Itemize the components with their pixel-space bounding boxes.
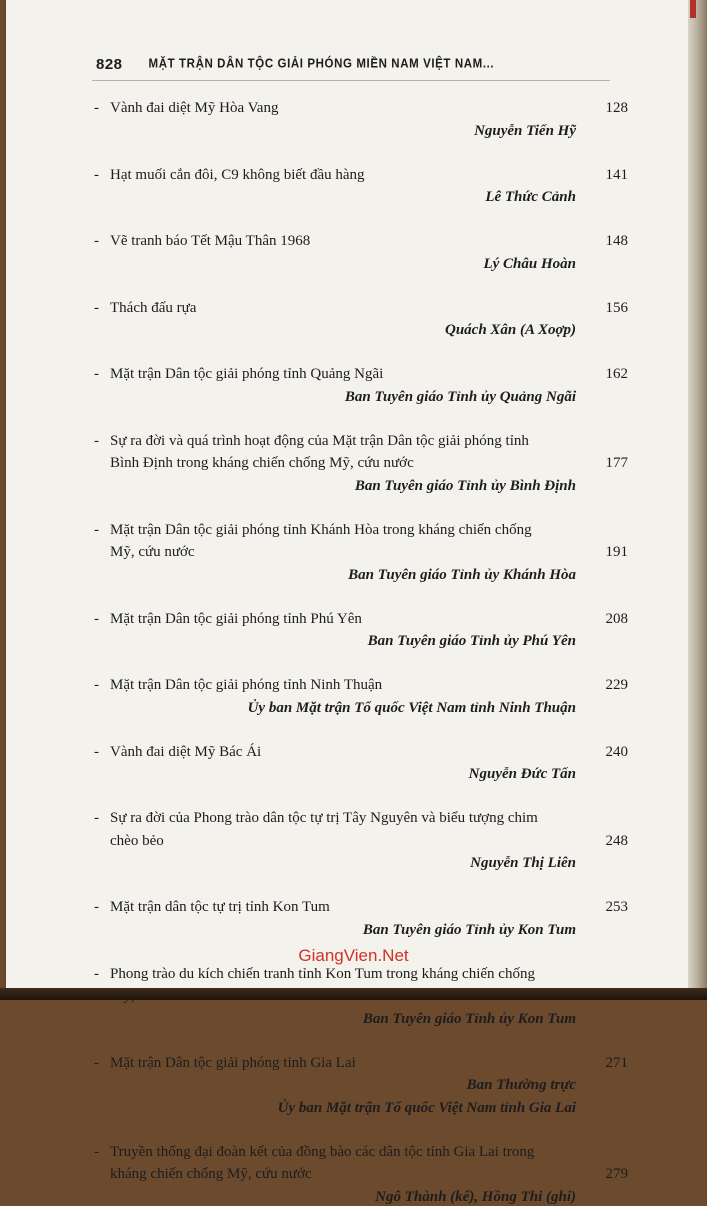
entry-page-number: 128	[605, 100, 628, 116]
bullet-dash: -	[94, 100, 99, 116]
entry-title-line: Mặt trận Dân tộc giải phóng tỉnh Khánh Hòa trong kháng chiến chống	[110, 521, 532, 538]
entry-page-number: 156	[605, 299, 628, 316]
entry-title-line: Bình Định trong kháng chiến chống Mỹ, cứu nước	[110, 455, 414, 471]
entry-author: Ban Tuyên giáo Tỉnh ủy Bình Định	[354, 477, 576, 494]
entry-author: Quách Xân (A Xoợp)	[445, 322, 576, 338]
page-edge	[688, 0, 707, 1000]
entry-title-line: Vành đai diệt Mỹ Bác Ái	[110, 743, 262, 760]
entry-title-line: Sự ra đời và quá trình hoạt động của Mặt trận Dân tộc giải phóng tỉnh	[110, 432, 529, 449]
entry-page-number: 148	[605, 233, 628, 249]
watermark: GiangVien.Net	[298, 946, 409, 965]
entry-author: Ban Tuyên giáo Tỉnh ủy Kon Tum	[362, 1010, 576, 1027]
entry-author: Nguyễn Tiến Hỹ	[474, 122, 576, 139]
entry-title-line: Truyền thống đại đoàn kết của đồng bào các dân tộc tỉnh Gia Lai trong	[110, 1143, 535, 1160]
bullet-dash: -	[94, 810, 99, 826]
entry-author: Ban Tuyên giáo Tỉnh ủy Kon Tum	[362, 921, 576, 938]
bullet-dash: -	[94, 743, 99, 760]
bullet-dash: -	[94, 166, 99, 183]
entry-author: Ban Tuyên giáo Tỉnh ủy Khánh Hòa	[348, 566, 576, 583]
entry-title-line: Hạt muối cắn đôi, C9 không biết đầu hàng	[110, 166, 365, 183]
entry-page-number: 271	[605, 1054, 628, 1071]
entry-page-number: 253	[605, 899, 628, 915]
entry-title-line: Mặt trận dân tộc tự trị tỉnh Kon Tum	[110, 899, 330, 915]
entry-author: Ban Tuyên giáo Tỉnh ủy Quảng Ngãi	[344, 388, 576, 405]
bullet-dash: -	[94, 299, 99, 316]
entry-page-number: 141	[605, 166, 628, 183]
bullet-dash: -	[94, 233, 99, 249]
entry-title-line: Phong trào du kích chiến tranh tỉnh Kon Tum trong kháng chiến chống	[110, 965, 535, 982]
entry-author: Ủy ban Mặt trận Tổ quốc Việt Nam tỉnh Gia Lai	[277, 1099, 576, 1116]
bullet-dash: -	[94, 366, 99, 382]
page-number: 828	[96, 55, 123, 73]
bullet-dash: -	[94, 521, 99, 538]
bullet-dash: -	[94, 1054, 99, 1071]
entry-author: Ủy ban Mặt trận Tổ quốc Việt Nam tỉnh Ninh Thuận	[247, 699, 576, 716]
entry-page-number: 240	[605, 743, 628, 760]
entry-title-line: Mỹ, cứu nước	[110, 544, 195, 560]
entry-author: Ban Tuyên giáo Tỉnh ủy Phú Yên	[367, 633, 576, 649]
running-title: MẶT TRẬN DÂN TỘC GIẢI PHÓNG MIỀN NAM VIỆT NAM...	[148, 57, 495, 71]
entry-title-line: Thách đấu rựa	[110, 299, 197, 316]
entry-title-line: kháng chiến chống Mỹ, cứu nước	[110, 1166, 312, 1182]
entry-title-line: Sự ra đời của Phong trào dân tộc tự trị Tây Nguyên và biểu tượng chim	[110, 810, 538, 826]
entry-title-line: Mặt trận Dân tộc giải phóng tỉnh Phú Yên	[110, 610, 362, 627]
entry-title-line: Mặt trận Dân tộc giải phóng tỉnh Ninh Thuận	[110, 677, 383, 693]
bullet-dash: -	[94, 677, 99, 693]
entry-title-line: Vẽ tranh báo Tết Mậu Thân 1968	[110, 233, 311, 249]
entry-page-number: 177	[605, 455, 628, 471]
book-page	[6, 0, 688, 1205]
entry-title-line: Mặt trận Dân tộc giải phóng tỉnh Quảng Ngãi	[110, 366, 384, 382]
entry-author: Lê Thức Cảnh	[485, 189, 576, 205]
entry-title-line: chèo bẻo	[110, 832, 164, 849]
entry-author: Ngô Thành (kể), Hồng Thi (ghi)	[375, 1188, 576, 1205]
bullet-dash: -	[94, 899, 99, 915]
entry-page-number: 248	[605, 832, 628, 849]
entry-author: Ban Thường trực	[466, 1077, 576, 1093]
entry-page-number: 208	[605, 610, 628, 627]
entry-page-number: 191	[605, 544, 628, 560]
bookmark-ribbon	[690, 0, 696, 18]
bullet-dash: -	[94, 610, 99, 627]
entry-author: Nguyễn Thị Liên	[470, 855, 576, 871]
entry-page-number: 162	[605, 366, 628, 382]
entry-page-number: 279	[605, 1166, 628, 1182]
entry-author: Lý Châu Hoàn	[483, 255, 576, 272]
entry-title-line: Mặt trận Dân tộc giải phóng tỉnh Gia Lai	[110, 1054, 356, 1071]
table-of-contents	[6, 0, 688, 1205]
entry-title-line: Vành đai diệt Mỹ Hòa Vang	[110, 100, 279, 116]
bullet-dash: -	[94, 965, 99, 982]
entry-page-number: 229	[605, 677, 628, 693]
bullet-dash: -	[94, 1143, 99, 1160]
bullet-dash: -	[94, 432, 99, 449]
book-spine-shadow	[0, 988, 707, 1000]
entry-author: Nguyễn Đức Tấn	[468, 766, 576, 782]
